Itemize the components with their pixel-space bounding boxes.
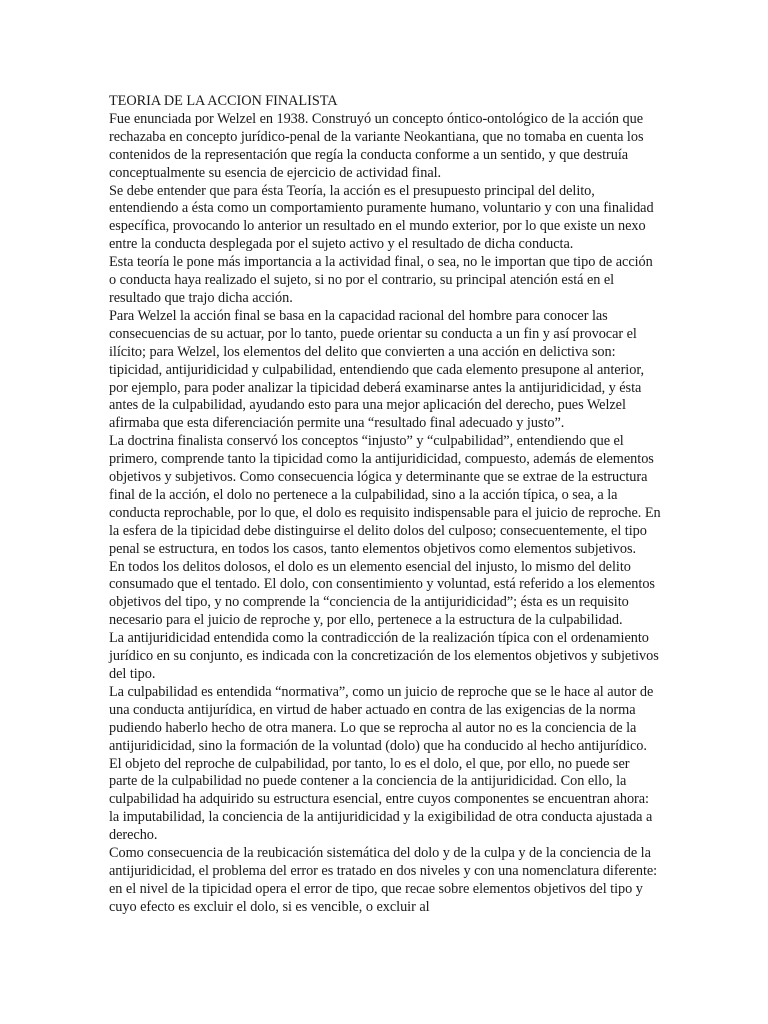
paragraph: La culpabilidad es entendida “normativa”, como un juicio de reproche que se le hace al autor de una conducta antijurídica, en virtud de haber actuado en contra de las exigencias de la norma pudiendo haberlo hecho de otra manera. Lo que se reprocha al autor no es la conciencia de la antijuridicidad, sino la formación de la voluntad (dolo) que ha conducido al hecho antijurídico. El objeto del reproche de culpabilidad, por tanto, lo es el dolo, el que, por ello, no puede ser parte de la culpabilidad no puede contener a la conciencia de la antijuridicidad. Con ello, la culpabilidad ha adquirido su estructura esencial, entre cuyos componentes se encuentran ahora: la imputabilidad, la conciencia de la antijuridicidad y la exigibilidad de otra conducta ajustada a derecho. (109, 683, 654, 844)
paragraph: La doctrina finalista conservó los conceptos “injusto” y “culpabilidad”, entendiendo que el primero, comprende tanto la tipicidad como la antijuridicidad, compuesto, además de elementos objetivos y subjetivos. Como consecuencia lógica y determinante que se extrae de la estructura final de la acción, el dolo no pertenece a la culpabilidad, sino a la acción típica, o sea, a la conducta reprochable, por lo que, el dolo es requisito indispensable para el juicio de reproche. En la esfera de la tipicidad debe distinguirse el delito dolos del culposo; consecuentemente, el tipo penal se estructura, en todos los casos, tanto elementos objetivos como elementos subjetivos. (109, 433, 661, 557)
paragraph: Esta teoría le pone más importancia a la actividad final, o sea, no le importan que tipo de acción o conducta haya realizado el sujeto, si no por el contrario, su principal atención está en el resultado que trajo dicha acción. (109, 254, 653, 306)
paragraph: En todos los delitos dolosos, el dolo es un elemento esencial del injusto, lo mismo del delito consumado que el tentado. El dolo, con consentimiento y voluntad, está referido a los elementos objetivos del tipo, y no comprende la “conciencia de la antijuridicidad”; ésta es un requisito necesario para el juicio de reproche y, por ello, pertenece a la estructura de la culpabilidad. (109, 558, 655, 629)
document-body (109, 93, 661, 917)
paragraph: La antijuridicidad entendida como la contradicción de la realización típica con el ordenamiento jurídico en su conjunto, es indicada con la concretización de los elementos objetivos y subjetivos del tipo. (109, 630, 659, 682)
paragraph: Para Welzel la acción final se basa en la capacidad racional del hombre para conocer las consecuencias de su actuar, por lo tanto, puede orientar su conducta a un fin y así provocar el ilícito; para Welzel, los elementos del delito que convierten a una acción en delictiva son: tipicidad, antijuridicidad y culpabilidad, entendiendo que cada elemento presupone al anterior, por ejemplo, para poder analizar la tipicidad deberá examinarse antes la antijuridicidad, y ésta antes de la culpabilidad, ayudando esto para una mejor aplicación del derecho, pues Welzel afirmaba que esta diferenciación permite una “resultado final adecuado y justo”. (109, 307, 644, 432)
paragraph: Se debe entender que para ésta Teoría, la acción es el presupuesto principal del delito, entendiendo a ésta como un comportamiento puramente humano, voluntario y con una finalidad específica, provocando lo anterior un resultado en el mundo exterior, por lo que existe un nexo entre la conducta desplegada por el sujeto activo y el resultado de dicha conducta. (109, 182, 654, 253)
document-title: TEORIA DE LA ACCION FINALISTA (109, 93, 338, 109)
paragraph: Como consecuencia de la reubicación sistemática del dolo y de la culpa y de la conciencia de la antijuridicidad, el problema del error es tratado en dos niveles y con una nomenclatura diferente: en el nivel de la tipicidad opera el error de tipo, que recae sobre elementos objetivos del tipo y cuyo efecto es excluir el dolo, si es vencible, o excluir al (109, 845, 658, 915)
paragraph: Fue enunciada por Welzel en 1938. Construyó un concepto óntico-ontológico de la acción que rechazaba en concepto jurídico-penal de la variante Neokantiana, que no tomaba en cuenta los contenidos de la representación que regía la conducta conforme a un sentido, y que destruía conceptualmente su esencia de ejercicio de actividad final. (109, 110, 644, 181)
